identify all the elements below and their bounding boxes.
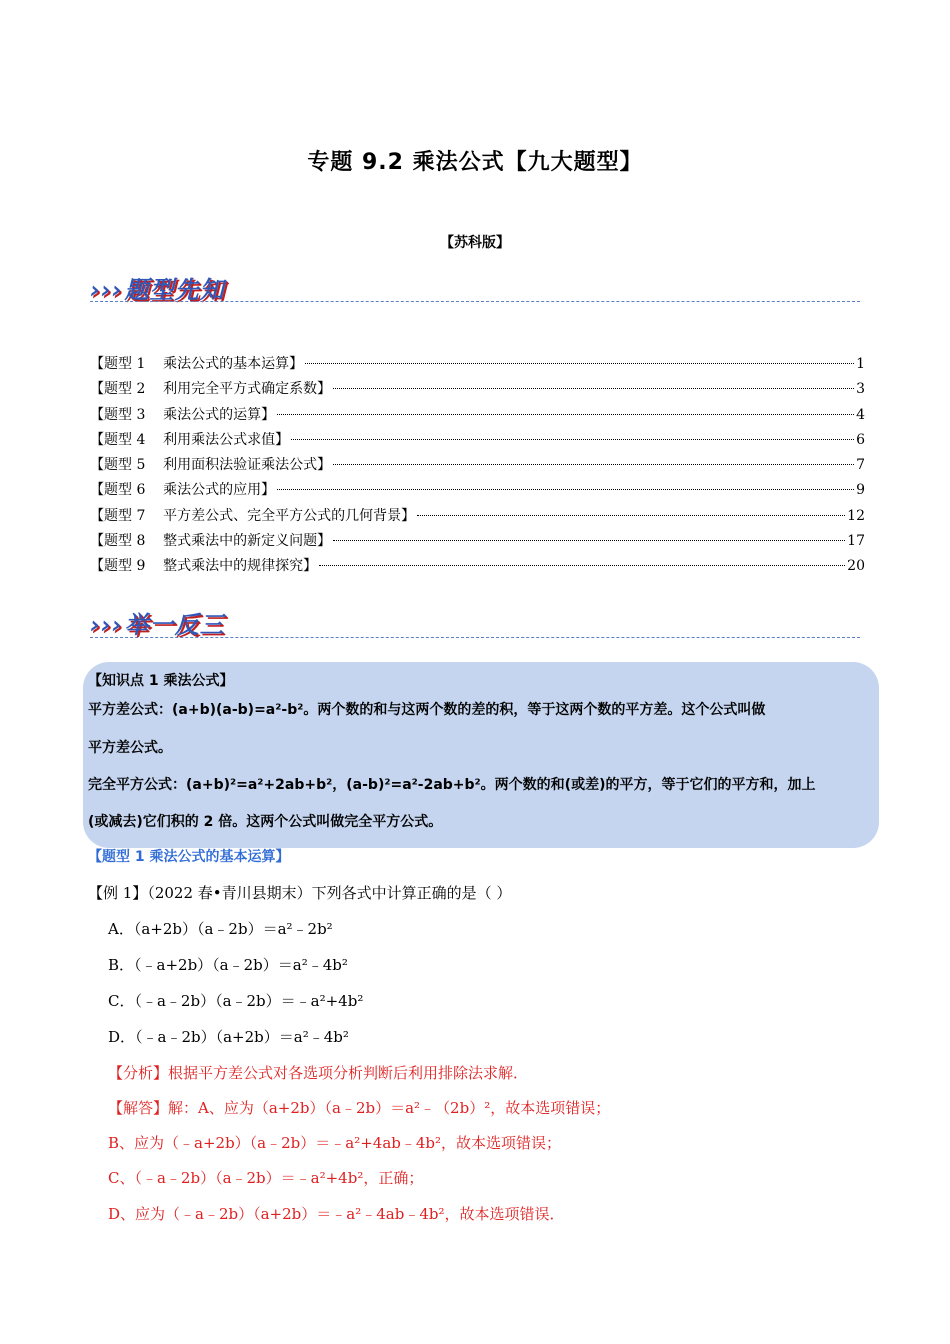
toc-label: 【题型 9 整式乘法中的规律探究】 [90,558,318,575]
answer-line [108,1097,610,1118]
toc-row[interactable] [90,352,865,377]
arrows-icon: ››› [90,276,123,304]
toc-label: 【题型 7 平方差公式、完全平方公式的几何背景】 [90,507,416,524]
toc-label: 【题型 4 利用乘法公式求值】 [90,431,290,448]
toc-row[interactable] [90,504,865,529]
table-of-contents [90,352,865,580]
toc-label: 【题型 2 利用完全平方式确定系数】 [90,381,332,398]
knowledge-line: 平方差公式。 [88,740,172,756]
analysis-text: 根据平方差公式对各选项分析判断后利用排除法求解． [168,1064,529,1082]
toc-leader [333,388,854,389]
toc-row[interactable] [90,529,865,554]
toc-label: 【题型 1 乘法公式的基本运算】 [90,356,304,372]
answer-line: B、应为（﹣a+2b）（a﹣2b）＝﹣a²+4ab﹣4b²，故本选项错误； [108,1134,562,1152]
toc-leader [333,464,854,465]
toc-label: 【题型 5 利用面积法验证乘法公式】 [90,457,332,474]
knowledge-line: (或减去)它们积的 2 倍。这两个公式叫做完全平方公式。 [88,814,443,830]
edition-label: 【苏科版】 [440,235,510,251]
answer-line: C、（﹣a﹣2b）（a﹣2b）＝﹣a²+4b²，正确； [108,1169,424,1187]
knowledge-title: 【知识点 1 乘法公式】 [88,673,234,689]
toc-label: 【题型 6 乘法公式的应用】 [90,482,276,499]
banner-text: 举一反三 [124,611,225,639]
option-a: A．（a+2b）（a﹣2b）＝a²﹣2b² [108,920,333,938]
option-d: D．（﹣a﹣2b）（a+2b）＝a²﹣4b² [108,1028,349,1046]
toc-page: 12 [847,507,865,524]
toc-row[interactable] [90,377,865,402]
toc-page: 4 [856,406,865,423]
toc-leader [277,414,854,415]
toc-label: 【题型 8 整式乘法中的新定义问题】 [90,533,332,550]
toc-leader [305,363,854,364]
banner-text: 题型先知 [124,276,225,304]
toc-leader [417,515,845,516]
example-question [88,882,511,903]
analysis-label: 【分析】 [108,1064,169,1082]
answer-text: 解：A、应为（a+2b）（a﹣2b）＝a²﹣（2b）²，故本选项错误； [168,1099,611,1117]
toc-page: 7 [856,457,865,474]
example-text: 下列各式中计算正确的是（ ） [311,884,512,902]
answer-label: 【解答】 [108,1099,169,1117]
example-label: 【例 1】 [88,884,148,902]
toc-leader [333,540,845,541]
toc-page: 3 [856,381,865,398]
knowledge-line: 平方差公式：(a+b)(a-b)=a²-b²。两个数的和与这两个数的差的积，等于这两个数的平方差。这个公式叫做 [88,702,766,718]
knowledge-line: 完全平方公式：(a+b)²=a²+2ab+b²，(a-b)²=a²-2ab+b²。两个数的和(或差)的平方，等于它们的平方和，加上 [88,777,816,793]
analysis [108,1062,528,1083]
option-b: B．（﹣a+2b）（a﹣2b）＝a²﹣4b² [108,956,348,974]
banner-question-types [90,270,225,305]
toc-row[interactable] [90,554,865,579]
toc-row[interactable] [90,403,865,428]
section-heading: 【题型 1 乘法公式的基本运算】 [88,849,290,865]
toc-leader [319,565,845,566]
arrows-icon: ››› [90,611,123,639]
answer-line: D、应为（﹣a﹣2b）（a+2b）＝﹣a²﹣4ab﹣4b²，故本选项错误． [108,1205,565,1223]
banner-practice [90,605,225,640]
toc-leader [277,489,854,490]
divider [90,637,860,638]
toc-row[interactable] [90,428,865,453]
example-source: （2022 春•青川县期末） [147,884,312,902]
toc-label: 【题型 3 乘法公式的运算】 [90,406,276,423]
toc-page: 20 [847,558,865,575]
toc-page: 17 [847,533,865,550]
toc-page: 9 [856,482,865,499]
toc-row[interactable] [90,478,865,503]
toc-leader [291,439,854,440]
toc-page: 1 [856,356,865,372]
toc-row[interactable] [90,453,865,478]
toc-page: 6 [856,431,865,448]
option-c: C．（﹣a﹣2b）（a﹣2b）＝﹣a²+4b² [108,992,364,1010]
page-title: 专题 9.2 乘法公式【九大题型】 [307,150,643,175]
divider [90,301,860,302]
